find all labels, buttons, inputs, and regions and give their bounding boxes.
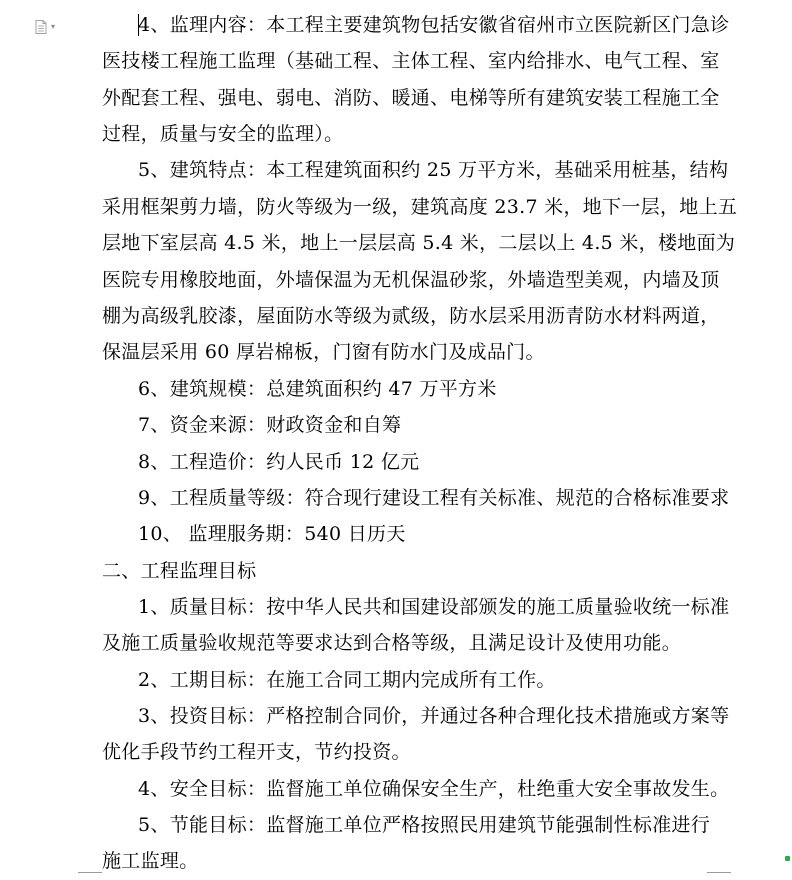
paragraph-line: 层地下室层高 4.5 米，地上一层层高 5.4 米，二层以上 4.5 米，楼地面为 xyxy=(102,232,736,254)
paragraph-line: 采用框架剪力墙，防火等级为一级，建筑高度 23.7 米，地下一层，地上五 xyxy=(102,196,738,218)
paragraph-line: 4、监理内容：本工程主要建筑物包括安徽省宿州市立医院新区门急诊 xyxy=(138,14,730,36)
paragraph-line: 过程，质量与安全的监理）。 xyxy=(102,123,344,145)
paragraph-line: 3、投资目标：严格控制合同价，并通过各种合理化技术措施或方案等 xyxy=(138,705,730,727)
paragraph-line: 6、建筑规模：总建筑面积约 47 万平方米 xyxy=(138,378,497,400)
paragraph-line: 5、建筑特点：本工程建筑面积约 25 万平方米，基础采用桩基，结构 xyxy=(138,159,729,181)
paragraph-line: 4、安全目标：监督施工单位确保安全生产，杜绝重大安全事故发生。 xyxy=(138,778,730,800)
paragraph-line: 优化手段节约工程开支，节约投资。 xyxy=(102,741,411,763)
paragraph-line: 保温层采用 60 厚岩棉板，门窗有防水门及成品门。 xyxy=(102,341,545,363)
paragraph-line: 8、工程造价：约人民币 12 亿元 xyxy=(138,451,420,473)
paragraph-line: 施工监理。 xyxy=(102,850,199,872)
paragraph-line: 1、质量目标：按中华人民共和国建设部颁发的施工质量验收统一标准 xyxy=(138,596,730,618)
paragraph-line: 7、资金来源：财政资金和自筹 xyxy=(138,414,402,436)
paragraph-line: 医院专用橡胶地面，外墙保温为无机保温砂浆，外墙造型美观，内墙及顶 xyxy=(102,269,720,291)
document-menu[interactable] xyxy=(35,20,55,34)
paragraph-line: 及施工质量验收规范等要求达到合格等级，且满足设计及使用功能。 xyxy=(102,632,682,654)
paragraph-line: 棚为高级乳胶漆，屋面防水等级为贰级，防水层采用沥青防水材料两道， xyxy=(102,305,720,327)
caret-down-icon: ▾ xyxy=(51,22,56,31)
paragraph-line: 10、 监理服务期：540 日历天 xyxy=(138,523,406,545)
paragraph-line: 9、工程质量等级：符合现行建设工程有关标准、规范的合格标准要求 xyxy=(138,487,730,509)
document-icon xyxy=(35,20,47,34)
paragraph-line: 医技楼工程施工监理（基础工程、主体工程、室内给排水、电气工程、室 xyxy=(102,50,720,72)
status-indicator xyxy=(785,856,790,861)
paragraph-line: 2、工期目标：在施工合同工期内完成所有工作。 xyxy=(138,669,556,691)
paragraph-line: 5、节能目标：监督施工单位严格按照民用建筑节能强制性标准进行 xyxy=(138,814,711,836)
section-heading: 二、工程监理目标 xyxy=(102,560,257,582)
paragraph-line: 外配套工程、强电、弱电、消防、暖通、电梯等所有建筑安装工程施工全 xyxy=(102,87,720,109)
